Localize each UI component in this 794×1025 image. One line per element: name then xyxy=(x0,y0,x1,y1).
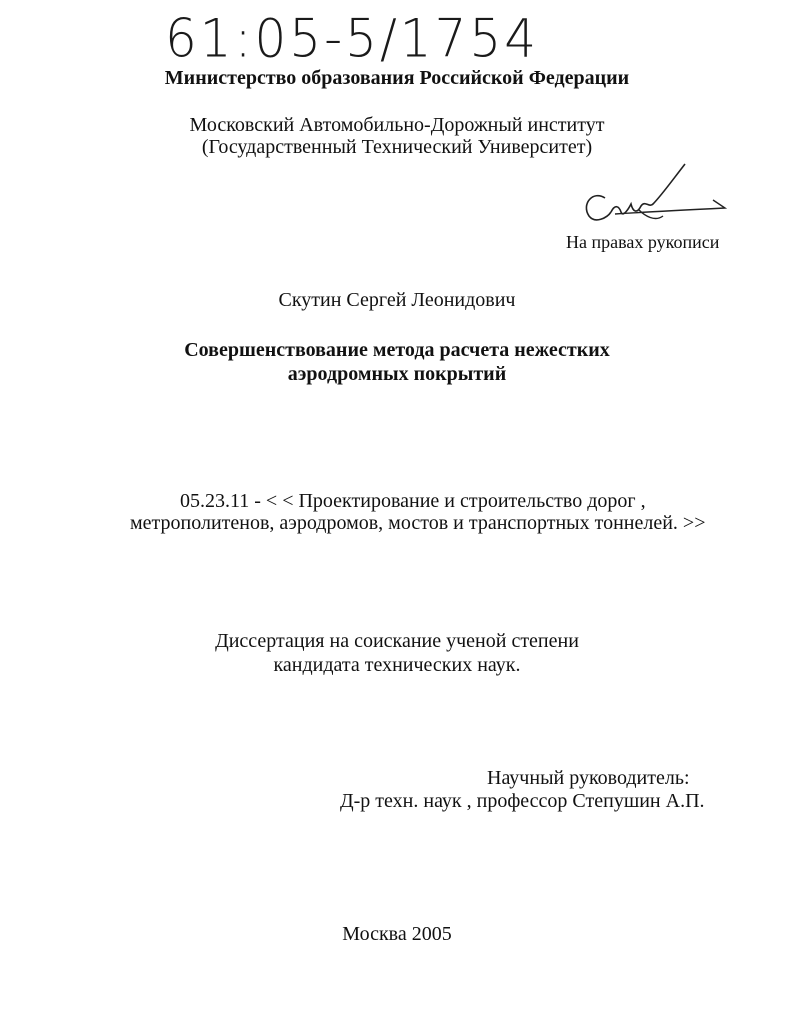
supervisor-label: Научный руководитель: xyxy=(487,767,690,789)
dissertation-title-line1: Совершенствование метода расчета нежестких xyxy=(184,339,610,361)
dissertation-degree-line2: кандидата технических наук. xyxy=(273,654,521,676)
institute-name-line1: Московский Автомобильно-Дорожный институт xyxy=(189,114,605,136)
specialty-code-line2: метрополитенов, аэродромов, мостов и транспортных тоннелей. >> xyxy=(130,512,706,534)
manuscript-rights: На правах рукописи xyxy=(566,232,720,252)
specialty-code-line1: 05.23.11 - < < Проектирование и строительство дорог , xyxy=(180,490,646,512)
ministry-name: Министерство образования Российской Федерации xyxy=(164,67,630,89)
author-name: Скутин Сергей Леонидович xyxy=(278,289,516,311)
supervisor-name: Д-р техн. наук , профессор Степушин А.П. xyxy=(340,790,705,812)
dissertation-title-line2: аэродромных покрытий xyxy=(287,363,507,385)
dissertation-degree-line1: Диссертация на соискание ученой степени xyxy=(215,630,579,652)
city-year: Москва 2005 xyxy=(342,923,452,945)
institute-name-line2: (Государственный Технический Университет) xyxy=(201,136,593,158)
handwritten-archive-number: 61:05-5/1754 xyxy=(165,8,540,69)
signature-image xyxy=(575,160,735,240)
